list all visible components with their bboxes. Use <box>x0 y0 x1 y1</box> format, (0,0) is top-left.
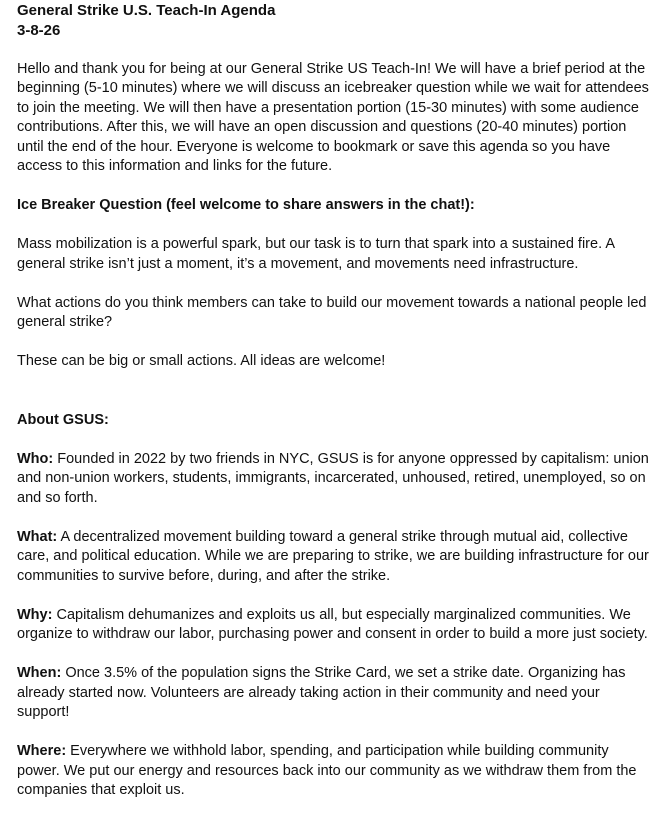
document-title: General Strike U.S. Teach-In Agenda <box>17 2 276 19</box>
icebreaker-paragraph-1: Mass mobilization is a powerful spark, but our task is to turn that spark into a sustained fire. A general strike isn’t just a moment, it’s a movement, and movements need infrastructure. <box>17 236 615 272</box>
who-label: Who: <box>17 450 54 467</box>
why-text: Capitalism dehumanizes and exploits us all, but especially marginalized communities. We organize to withdraw our labor, purchasing power and consent in order to build a more just society. <box>17 606 648 642</box>
icebreaker-heading: Ice Breaker Question (feel welcome to share answers in the chat!): <box>17 197 475 213</box>
about-why <box>17 606 654 645</box>
icebreaker-question: What actions do you think members can take to build our movement towards a national people led general strike? <box>17 294 647 330</box>
when-text: Once 3.5% of the population signs the Strike Card, we set a strike date. Organizing has already started now. Volunteers are already taking action in their community and need your support! <box>17 665 626 720</box>
what-text: A decentralized movement building toward a general strike through mutual aid, collective care, and political education. While we are preparing to strike, we are building infrastructure for our communities to survive before, during, and after the strike. <box>17 528 649 584</box>
about-who <box>17 450 654 509</box>
when-label: When: <box>17 665 62 681</box>
about-where <box>17 742 654 801</box>
where-label: Where: <box>17 743 67 759</box>
who-text: Founded in 2022 by two friends in NYC, GSUS is for anyone oppressed by capitalism: union and non-union workers, students, immigrants, incarcerated, unhoused, retired, unemployed, so on and so forth. <box>17 450 649 506</box>
intro-paragraph: Hello and thank you for being at our General Strike US Teach-In! We will have a brief period at the beginning (5-10 minutes) where we will discuss an icebreaker question while we wait for attendees to join the meeting. We will then have a presentation portion (15-30 minutes) with some audience contributions. After this, we will have an open discussion and questions (20-40 minutes) portion until the end of the hour. Everyone is welcome to bookmark or save this agenda so you have access to this information and links for the future. <box>17 60 649 174</box>
icebreaker-note: These can be big or small actions. All ideas are welcome! <box>17 353 386 369</box>
what-label: What: <box>17 528 58 545</box>
document-date: 3-8-26 <box>17 21 61 39</box>
why-label: Why: <box>17 606 53 623</box>
about-heading: About GSUS: <box>17 411 109 428</box>
about-what <box>17 528 654 587</box>
about-when <box>17 664 654 723</box>
where-text: Everywhere we withhold labor, spending, and participation while building community power. We put our energy and resources back into our community as we withdraw them from the companies that exploit us. <box>17 743 637 798</box>
